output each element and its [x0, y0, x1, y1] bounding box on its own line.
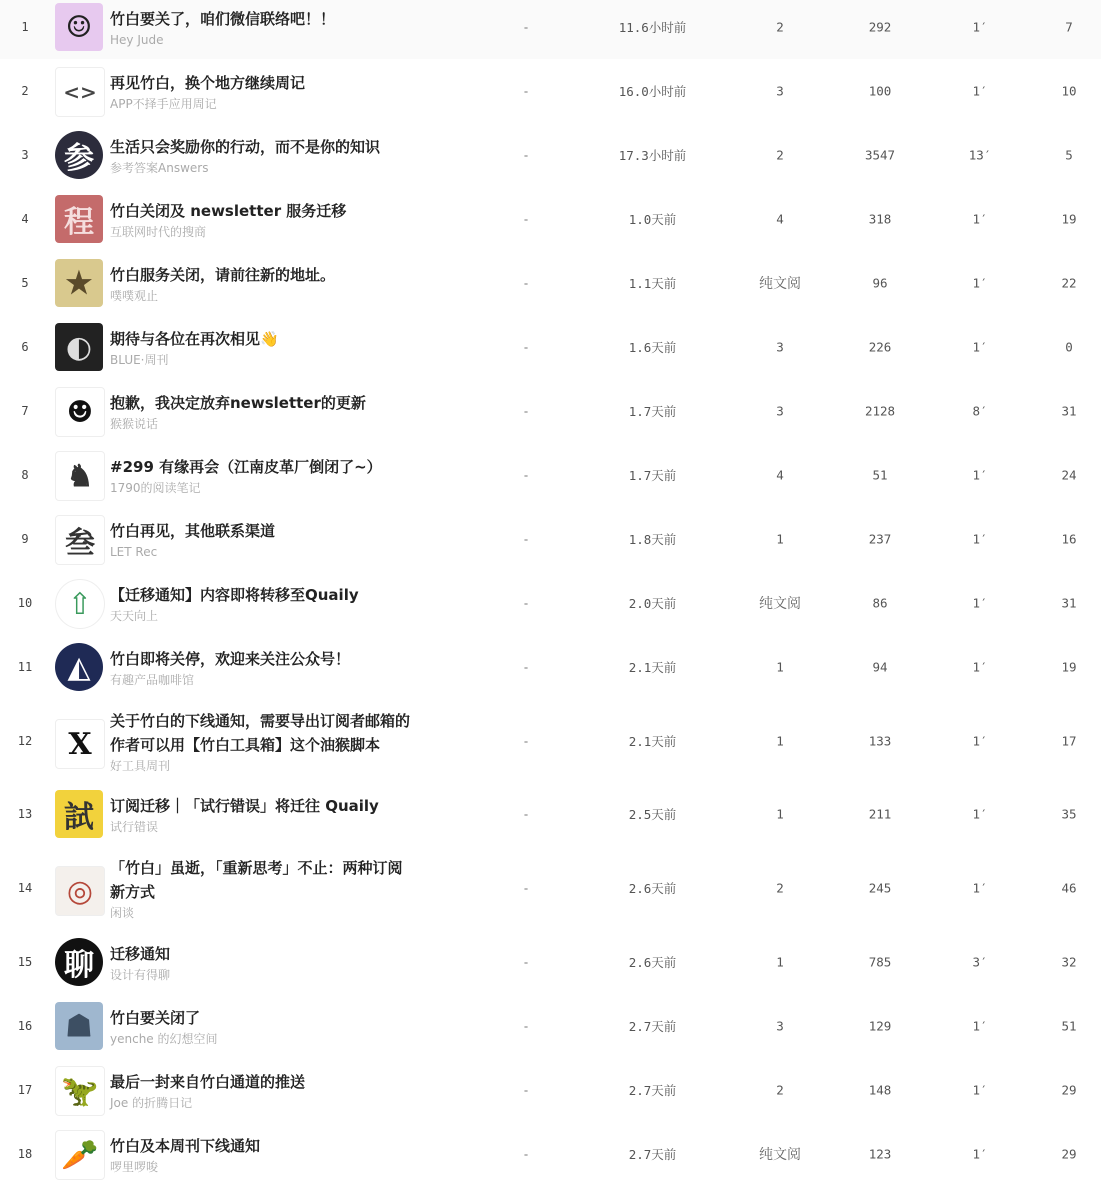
views-cell: 51: [872, 467, 888, 483]
article-info: [110, 647, 450, 688]
time-ago: 2.6天前: [628, 881, 677, 896]
table-row[interactable]: [0, 699, 1101, 784]
count-cell: 1: [776, 733, 784, 749]
article-source-link[interactable]: 啰里啰唆: [110, 1159, 159, 1174]
read-time-cell: 1′: [972, 211, 988, 227]
views-cell: 148: [868, 1082, 892, 1098]
article-info: [110, 263, 450, 304]
table-row[interactable]: [0, 1058, 1101, 1123]
avatar[interactable]: [55, 323, 103, 371]
avatar-icon: ☗: [65, 1008, 93, 1044]
article-source-link[interactable]: 好工具周刊: [110, 758, 171, 773]
comments-cell: 35: [1061, 806, 1077, 822]
avatar[interactable]: [55, 195, 103, 243]
time-ago: 1.7天前: [628, 404, 677, 419]
avatar-icon: ★: [65, 265, 93, 301]
count-cell: 4: [776, 467, 784, 483]
comments-cell: 29: [1061, 1146, 1077, 1162]
row-index: 9: [21, 532, 29, 546]
count-cell: 1: [776, 954, 784, 970]
row-index: 7: [21, 404, 29, 418]
article-source-link[interactable]: BLUE·周刊: [110, 352, 169, 367]
read-time-cell: 1′: [972, 880, 988, 896]
table-row[interactable]: [0, 379, 1101, 444]
row-index: 12: [17, 734, 33, 748]
article-info: [110, 583, 450, 624]
dash-cell: -: [522, 403, 530, 419]
row-index: 8: [21, 468, 29, 482]
avatar[interactable]: [55, 515, 105, 565]
article-title-link[interactable]: [110, 263, 450, 287]
table-row[interactable]: [0, 930, 1101, 995]
time-ago: 1.1天前: [628, 276, 677, 291]
article-source-link[interactable]: 试行错误: [110, 819, 159, 834]
views-cell: 226: [868, 339, 892, 355]
avatar-icon: ◐: [65, 329, 93, 365]
article-title-link[interactable]: [110, 199, 450, 223]
comments-cell: 16: [1061, 531, 1077, 547]
article-title-line: 竹白再见，其他联系渠道: [110, 521, 276, 540]
row-index: 18: [17, 1147, 33, 1161]
row-index: 6: [21, 340, 29, 354]
article-title-line: 「竹白」虽逝，「重新思考」不止：两种订阅: [110, 858, 403, 877]
article-title-link[interactable]: [110, 794, 450, 818]
dash-cell: -: [522, 275, 530, 291]
article-title-link[interactable]: [110, 1070, 450, 1094]
avatar-icon: ⇧: [67, 586, 93, 622]
article-source-link[interactable]: 天天向上: [110, 608, 159, 623]
article-title-link[interactable]: [110, 519, 450, 543]
article-info: [110, 794, 450, 835]
count-cell: 2: [776, 147, 784, 163]
table-row[interactable]: [0, 1134, 1101, 1175]
article-source-link[interactable]: 参考答案Answers: [110, 160, 209, 175]
table-row[interactable]: [0, 994, 1101, 1059]
row-index: 15: [17, 955, 33, 969]
article-info: [110, 7, 450, 48]
time-ago: 1.0天前: [628, 212, 677, 227]
count-cell: 3: [776, 339, 784, 355]
article-source-link[interactable]: APP不择手应用周记: [110, 96, 217, 111]
article-info: [110, 519, 450, 560]
comments-cell: 32: [1061, 954, 1077, 970]
count-cell: 3: [776, 403, 784, 419]
avatar[interactable]: [55, 938, 103, 986]
read-time-cell: 8′: [972, 403, 988, 419]
time-ago: 2.5天前: [628, 807, 677, 822]
count-cell: 纯文阅: [759, 596, 801, 612]
read-time-cell: 1′: [972, 733, 988, 749]
views-cell: 292: [868, 19, 892, 35]
article-info: [110, 1070, 450, 1111]
dash-cell: -: [522, 531, 530, 547]
article-title-link[interactable]: [110, 856, 450, 904]
row-index: 10: [17, 596, 33, 610]
avatar[interactable]: [55, 3, 103, 51]
views-cell: 785: [868, 954, 892, 970]
article-title-link[interactable]: [110, 1134, 450, 1158]
time-ago: 11.6小时前: [618, 20, 687, 35]
read-time-cell: 1′: [972, 467, 988, 483]
article-title-link[interactable]: [110, 1006, 450, 1030]
count-cell: 纯文阅: [759, 276, 801, 292]
article-source-link[interactable]: 闲谈: [110, 905, 135, 920]
table-row[interactable]: [0, 507, 1101, 572]
views-cell: 94: [872, 659, 888, 675]
avatar[interactable]: [55, 866, 105, 916]
comments-cell: 5: [1065, 147, 1073, 163]
count-cell: 1: [776, 806, 784, 822]
avatar[interactable]: [55, 1066, 105, 1116]
article-source-link[interactable]: 噗噗观止: [110, 288, 159, 303]
views-cell: 133: [868, 733, 892, 749]
article-title-line: 最后一封来自竹白通道的推送: [110, 1072, 306, 1091]
dash-cell: -: [522, 83, 530, 99]
article-info: [110, 455, 450, 496]
time-ago: 2.7天前: [628, 1083, 677, 1098]
views-cell: 3547: [864, 147, 896, 163]
article-title-line: 新方式: [110, 882, 156, 901]
article-source-link[interactable]: Hey Jude: [110, 32, 164, 47]
comments-cell: 29: [1061, 1082, 1077, 1098]
comments-cell: 22: [1061, 275, 1077, 291]
table-row[interactable]: [0, 123, 1101, 188]
count-cell: 2: [776, 1082, 784, 1098]
comments-cell: 31: [1061, 403, 1077, 419]
article-info: [110, 135, 450, 176]
avatar[interactable]: [55, 643, 103, 691]
views-cell: 245: [868, 880, 892, 896]
table-row[interactable]: [0, 443, 1101, 508]
dash-cell: -: [522, 806, 530, 822]
article-source-link[interactable]: 互联网时代的搜商: [110, 224, 207, 239]
time-ago: 2.7天前: [628, 1019, 677, 1034]
count-cell: 1: [776, 531, 784, 547]
read-time-cell: 3′: [972, 954, 988, 970]
article-source-link[interactable]: 猴猴说话: [110, 416, 159, 431]
article-title-line: 订阅迁移｜「试行错误」将迁往 Quaily: [110, 796, 379, 815]
article-title-link[interactable]: [110, 942, 450, 966]
article-info: [110, 327, 450, 368]
row-index: 4: [21, 212, 29, 226]
avatar[interactable]: [55, 579, 105, 629]
read-time-cell: 1′: [972, 83, 988, 99]
views-cell: 129: [868, 1018, 892, 1034]
comments-cell: 19: [1061, 211, 1077, 227]
table-row[interactable]: [0, 251, 1101, 316]
avatar-icon: ◎: [66, 873, 94, 909]
article-info: [110, 391, 450, 432]
article-title-link[interactable]: [110, 455, 450, 479]
article-source-link[interactable]: LET Rec: [110, 544, 158, 559]
avatar-icon: ♞: [66, 458, 94, 494]
article-title-link[interactable]: [110, 709, 450, 757]
dash-cell: -: [522, 467, 530, 483]
article-info: [110, 709, 450, 774]
article-info: [110, 71, 450, 112]
table-row[interactable]: [0, 315, 1101, 380]
article-source-link[interactable]: 1790的阅读笔记: [110, 480, 201, 495]
dash-cell: -: [522, 595, 530, 611]
article-title-line: 迁移通知: [110, 944, 171, 963]
read-time-cell: 1′: [972, 806, 988, 822]
dash-cell: -: [522, 1146, 530, 1162]
dash-cell: -: [522, 1082, 530, 1098]
article-title-line: 竹白要关了，咱们微信联络吧！！: [110, 9, 336, 28]
views-cell: 237: [868, 531, 892, 547]
read-time-cell: 1′: [972, 659, 988, 675]
read-time-cell: 13′: [968, 147, 992, 163]
article-title-link[interactable]: [110, 391, 450, 415]
read-time-cell: 1′: [972, 1018, 988, 1034]
views-cell: 123: [868, 1146, 892, 1162]
comments-cell: 46: [1061, 880, 1077, 896]
read-time-cell: 1′: [972, 19, 988, 35]
comments-cell: 19: [1061, 659, 1077, 675]
table-row[interactable]: [0, 782, 1101, 847]
dash-cell: -: [522, 211, 530, 227]
count-cell: 纯文阅: [759, 1147, 801, 1163]
avatar-icon: 🥕: [61, 1137, 99, 1173]
dash-cell: -: [522, 880, 530, 896]
article-title-link[interactable]: [110, 583, 450, 607]
row-index: 17: [17, 1083, 33, 1097]
row-index: 14: [17, 881, 33, 895]
comments-cell: 31: [1061, 595, 1077, 611]
dash-cell: -: [522, 659, 530, 675]
row-index: 1: [21, 20, 29, 34]
count-cell: 1: [776, 659, 784, 675]
comments-cell: 7: [1065, 19, 1073, 35]
article-title-line: 竹白服务关闭，请前往新的地址。: [110, 265, 336, 284]
read-time-cell: 1′: [972, 595, 988, 611]
avatar-icon: ☻: [66, 394, 94, 430]
avatar[interactable]: [55, 259, 103, 307]
table-row[interactable]: [0, 635, 1101, 700]
avatar-icon: X: [68, 726, 92, 762]
read-time-cell: 1′: [972, 339, 988, 355]
read-time-cell: 1′: [972, 275, 988, 291]
dash-cell: -: [522, 954, 530, 970]
dash-cell: -: [522, 733, 530, 749]
article-title-line: 竹白即将关停，欢迎来关注公众号！: [110, 649, 351, 668]
time-ago: 17.3小时前: [618, 148, 687, 163]
article-title-link[interactable]: [110, 135, 450, 159]
article-title-line: 抱歉，我决定放弃newsletter的更新: [110, 393, 366, 412]
article-title-line: 关于竹白的下线通知，需要导出订阅者邮箱的: [110, 711, 411, 730]
time-ago: 1.7天前: [628, 468, 677, 483]
table-row[interactable]: [0, 187, 1101, 252]
avatar-icon: 参: [64, 141, 94, 176]
row-index: 5: [21, 276, 29, 290]
avatar[interactable]: [55, 1130, 105, 1180]
read-time-cell: 1′: [972, 1146, 988, 1162]
article-info: [110, 199, 450, 240]
time-ago: 1.8天前: [628, 532, 677, 547]
row-index: 3: [21, 148, 29, 162]
article-source-link[interactable]: 设计有得聊: [110, 967, 171, 982]
article-title-link[interactable]: [110, 7, 450, 31]
avatar[interactable]: [55, 1002, 103, 1050]
comments-cell: 17: [1061, 733, 1077, 749]
time-ago: 1.6天前: [628, 340, 677, 355]
article-title-line: 竹白要关闭了: [110, 1008, 201, 1027]
avatar[interactable]: [55, 131, 103, 179]
avatar[interactable]: [55, 790, 103, 838]
article-title-line: 竹白关闭及 newsletter 服务迁移: [110, 201, 347, 220]
count-cell: 2: [776, 880, 784, 896]
avatar[interactable]: [55, 719, 105, 769]
table-row[interactable]: [0, 59, 1101, 124]
avatar-icon: 程: [64, 205, 94, 240]
comments-cell: 10: [1061, 83, 1077, 99]
avatar-icon: <>: [63, 80, 97, 104]
article-title-link[interactable]: [110, 647, 450, 671]
article-source-link[interactable]: Joe 的折腾日记: [110, 1095, 193, 1110]
article-title-line: 作者可以用【竹白工具箱】这个油猴脚本: [110, 735, 381, 754]
time-ago: 2.6天前: [628, 955, 677, 970]
avatar[interactable]: [55, 67, 105, 117]
article-title-link[interactable]: [110, 71, 450, 95]
read-time-cell: 1′: [972, 1082, 988, 1098]
article-title-line: 【迁移通知】内容即将转移至Quaily: [110, 585, 359, 604]
views-cell: 318: [868, 211, 892, 227]
time-ago: 2.7天前: [628, 1147, 677, 1162]
article-source-link[interactable]: yenche 的幻想空间: [110, 1031, 218, 1046]
table-row[interactable]: [0, 571, 1101, 636]
row-index: 11: [17, 660, 33, 674]
article-title-link[interactable]: [110, 327, 450, 351]
article-title-line: 竹白及本周刊下线通知: [110, 1136, 261, 1155]
count-cell: 3: [776, 83, 784, 99]
views-cell: 86: [872, 595, 888, 611]
article-title-line: #299 有缘再会（江南皮革厂倒闭了~）: [110, 457, 382, 476]
avatar[interactable]: [55, 451, 105, 501]
count-cell: 2: [776, 19, 784, 35]
article-title-line: 生活只会奖励你的行动，而不是你的知识: [110, 137, 381, 156]
avatar[interactable]: [55, 387, 105, 437]
row-index: 16: [17, 1019, 33, 1033]
dash-cell: -: [522, 19, 530, 35]
article-source-link[interactable]: 有趣产品咖啡馆: [110, 672, 195, 687]
avatar-icon: 聊: [64, 948, 94, 983]
avatar-icon: 試: [64, 800, 94, 835]
comments-cell: 24: [1061, 467, 1077, 483]
table-row[interactable]: [0, 846, 1101, 931]
comments-cell: 0: [1065, 339, 1073, 355]
article-info: [110, 856, 450, 921]
article-info: [110, 1006, 450, 1047]
views-cell: 96: [872, 275, 888, 291]
article-info: [110, 1134, 450, 1175]
dash-cell: -: [522, 339, 530, 355]
article-title-line: 期待与各位在再次相见👋: [110, 329, 279, 348]
comments-cell: 51: [1061, 1018, 1077, 1034]
avatar-icon: 叁: [65, 526, 95, 561]
avatar-icon: ☺: [65, 9, 93, 45]
count-cell: 3: [776, 1018, 784, 1034]
dash-cell: -: [522, 147, 530, 163]
dash-cell: -: [522, 1018, 530, 1034]
time-ago: 16.0小时前: [618, 84, 687, 99]
count-cell: 4: [776, 211, 784, 227]
time-ago: 2.1天前: [628, 660, 677, 675]
row-index: 2: [21, 84, 29, 98]
time-ago: 2.1天前: [628, 734, 677, 749]
avatar-icon: 🦖: [61, 1073, 99, 1109]
time-ago: 2.0天前: [628, 596, 677, 611]
views-cell: 100: [868, 83, 892, 99]
read-time-cell: 1′: [972, 531, 988, 547]
row-index: 13: [17, 807, 33, 821]
views-cell: 211: [868, 806, 892, 822]
table-row[interactable]: [0, 0, 1101, 60]
article-info: [110, 942, 450, 983]
avatar-icon: ◭: [67, 649, 91, 685]
article-title-line: 再见竹白，换个地方继续周记: [110, 73, 306, 92]
views-cell: 2128: [864, 403, 896, 419]
